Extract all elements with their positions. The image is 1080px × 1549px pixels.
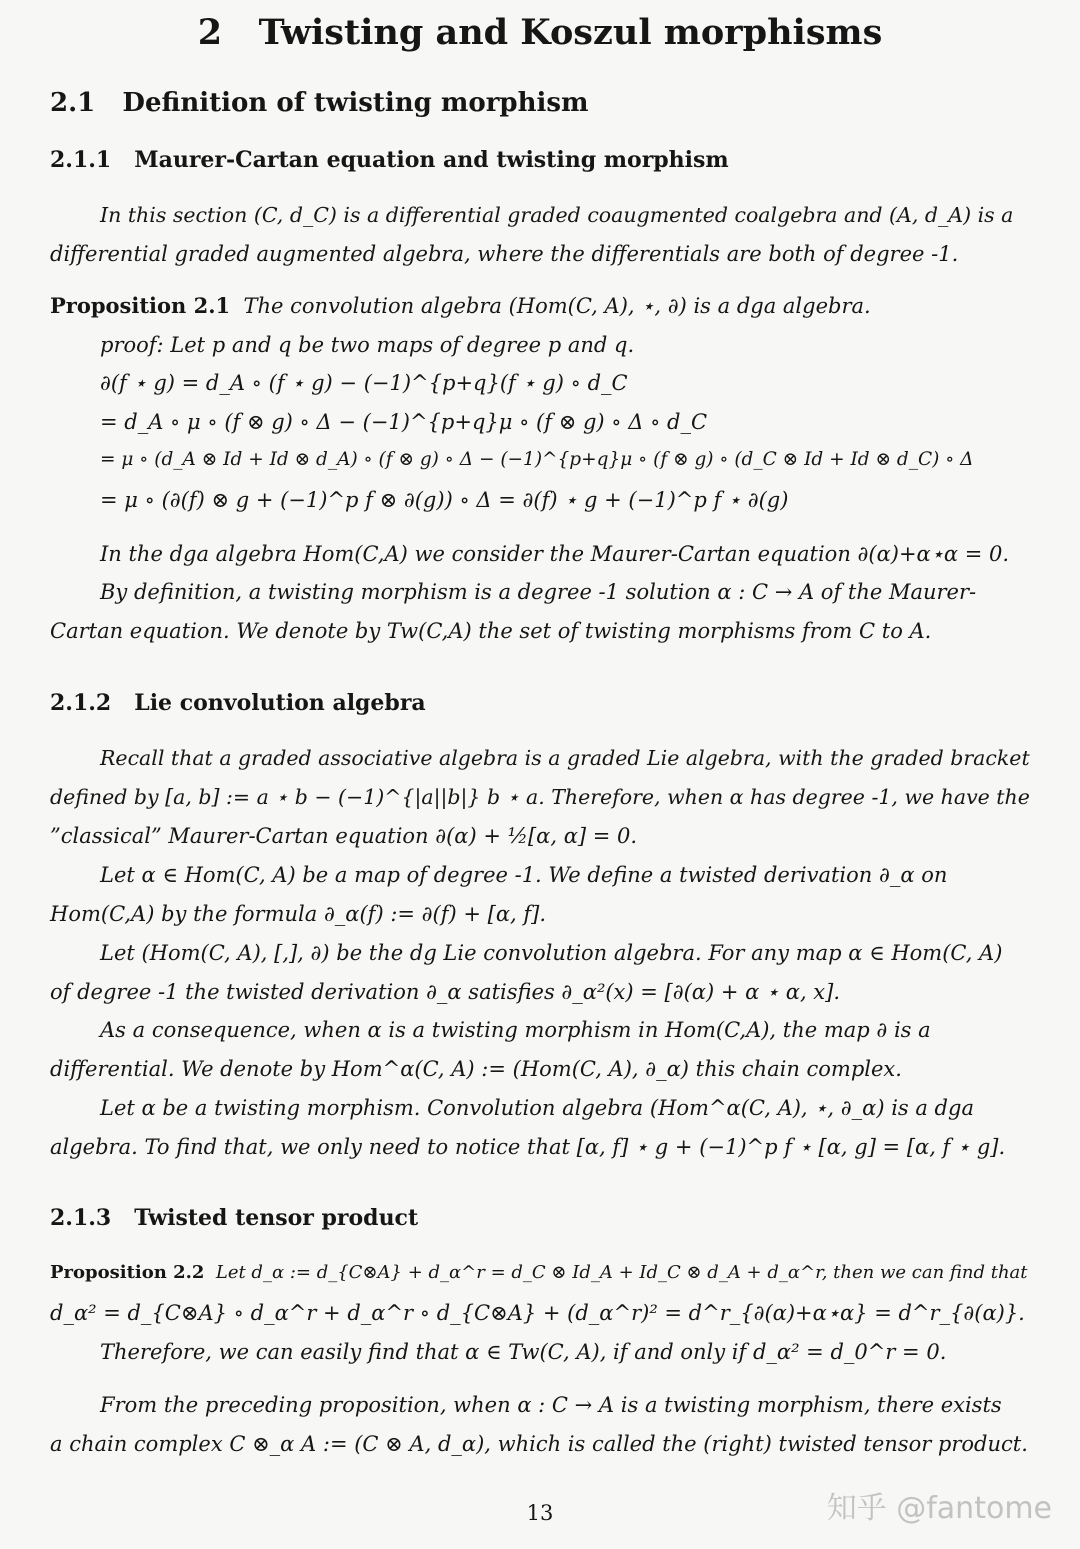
proposition-label: Proposition 2.1 (50, 293, 231, 318)
lie-line-7: of degree -1 the twisted derivation ∂_α satisfies ∂_α²(x) = [∂(α) + α ⋆ α, x]. (50, 980, 841, 1004)
lie-line-6: Let (Hom(C, A), [,], ∂) be the dg Lie convolution algebra. For any map α ∈ Hom(C, A) (100, 941, 1003, 965)
intro-line-2: differential graded augmented algebra, where the differentials are both of degree -1. (50, 242, 959, 266)
tensor-line-5: a chain complex C ⊗_α A := (C ⊗ A, d_α), which is called the (right) twisted tensor product. (50, 1432, 1028, 1456)
watermark: 知乎 @fantome (826, 1491, 1052, 1526)
subsection-heading-2-1-1: 2.1.1 Maurer-Cartan equation and twisting morphism (50, 147, 729, 173)
lie-line-4: Let α ∈ Hom(C, A) be a map of degree -1. We define a twisted derivation ∂_α on (100, 863, 948, 887)
intro-line-1: In this section (C, d_C) is a differential graded coaugmented coalgebra and (A, d_A) is a (100, 203, 1014, 227)
lie-line-1: Recall that a graded associative algebra is a graded Lie algebra, with the graded bracket (100, 746, 1030, 770)
proof-line-4: = μ ∘ (d_A ⊗ Id + Id ⊗ d_A) ∘ (f ⊗ g) ∘ Δ − (−1)^{p+q}μ ∘ (f ⊗ g) ∘ (d_C ⊗ Id + Id ⊗ d_C) ∘ Δ (100, 449, 974, 470)
proposition-2-2 (50, 1262, 1028, 1283)
proposition-2-1 (50, 293, 871, 318)
lie-line-8: As a consequence, when α is a twisting morphism in Hom(C,A), the map ∂ is a (100, 1018, 931, 1042)
lie-line-5: Hom(C,A) by the formula ∂_α(f) := ∂(f) + [α, f]. (50, 902, 546, 926)
proof-line-2: ∂(f ⋆ g) = d_A ∘ (f ⋆ g) − (−1)^{p+q}(f ⋆ g) ∘ d_C (100, 371, 628, 395)
tensor-line-2: d_α² = d_{C⊗A} ∘ d_α^r + d_α^r ∘ d_{C⊗A} + (d_α^r)² = d^r_{∂(α)+α⋆α} = d^r_{∂(α)}. (50, 1301, 1025, 1325)
chapter-heading: 2 Twisting and Koszul morphisms (197, 12, 883, 53)
proof-line-1: proof: Let p and q be two maps of degree p and q. (100, 333, 635, 357)
lie-line-3: ”classical” Maurer-Cartan equation ∂(α) + ½[α, α] = 0. (50, 824, 638, 848)
mc-line-3: Cartan equation. We denote by Tw(C,A) the set of twisting morphisms from C to A. (50, 619, 932, 643)
lie-line-11: algebra. To find that, we only need to notice that [α, f] ⋆ g + (−1)^p f ⋆ [α, g] = [α, f ⋆ g]. (50, 1135, 1006, 1159)
lie-line-2: defined by [a, b] := a ⋆ b − (−1)^{|a||b|} b ⋆ a. Therefore, when α has degree -1, we have the (50, 785, 1030, 809)
mc-line-2: By definition, a twisting morphism is a degree -1 solution α : C → A of the Maurer- (100, 580, 977, 604)
proposition-text: Let d_α := d_{C⊗A} + d_α^r = d_C ⊗ Id_A + Id_C ⊗ d_A + d_α^r, then we can find that (215, 1262, 1028, 1283)
subsection-heading-2-1-2: 2.1.2 Lie convolution algebra (50, 690, 426, 716)
proof-line-5: = μ ∘ (∂(f) ⊗ g + (−1)^p f ⊗ ∂(g)) ∘ Δ = ∂(f) ⋆ g + (−1)^p f ⋆ ∂(g) (100, 488, 789, 512)
lie-line-9: differential. We denote by Hom^α(C, A) := (Hom(C, A), ∂_α) this chain complex. (50, 1057, 902, 1081)
proposition-text: The convolution algebra (Hom(C, A), ⋆, ∂) is a dga algebra. (243, 294, 871, 318)
mc-line-1: In the dga algebra Hom(C,A) we consider the Maurer-Cartan equation ∂(α)+α⋆α = 0. (100, 542, 1010, 566)
tensor-line-3: Therefore, we can easily find that α ∈ Tw(C, A), if and only if d_α² = d_0^r = 0. (100, 1340, 947, 1364)
lie-line-10: Let α be a twisting morphism. Convolution algebra (Hom^α(C, A), ⋆, ∂_α) is a dga (100, 1096, 974, 1120)
section-heading-2-1: 2.1 Definition of twisting morphism (50, 88, 589, 118)
tensor-line-4: From the preceding proposition, when α : C → A is a twisting morphism, there exists (100, 1393, 1002, 1417)
page-number: 13 (526, 1501, 554, 1525)
proof-line-3: = d_A ∘ μ ∘ (f ⊗ g) ∘ Δ − (−1)^{p+q}μ ∘ (f ⊗ g) ∘ Δ ∘ d_C (100, 410, 708, 434)
subsection-heading-2-1-3: 2.1.3 Twisted tensor product (50, 1205, 419, 1231)
proposition-label: Proposition 2.2 (50, 1262, 205, 1283)
